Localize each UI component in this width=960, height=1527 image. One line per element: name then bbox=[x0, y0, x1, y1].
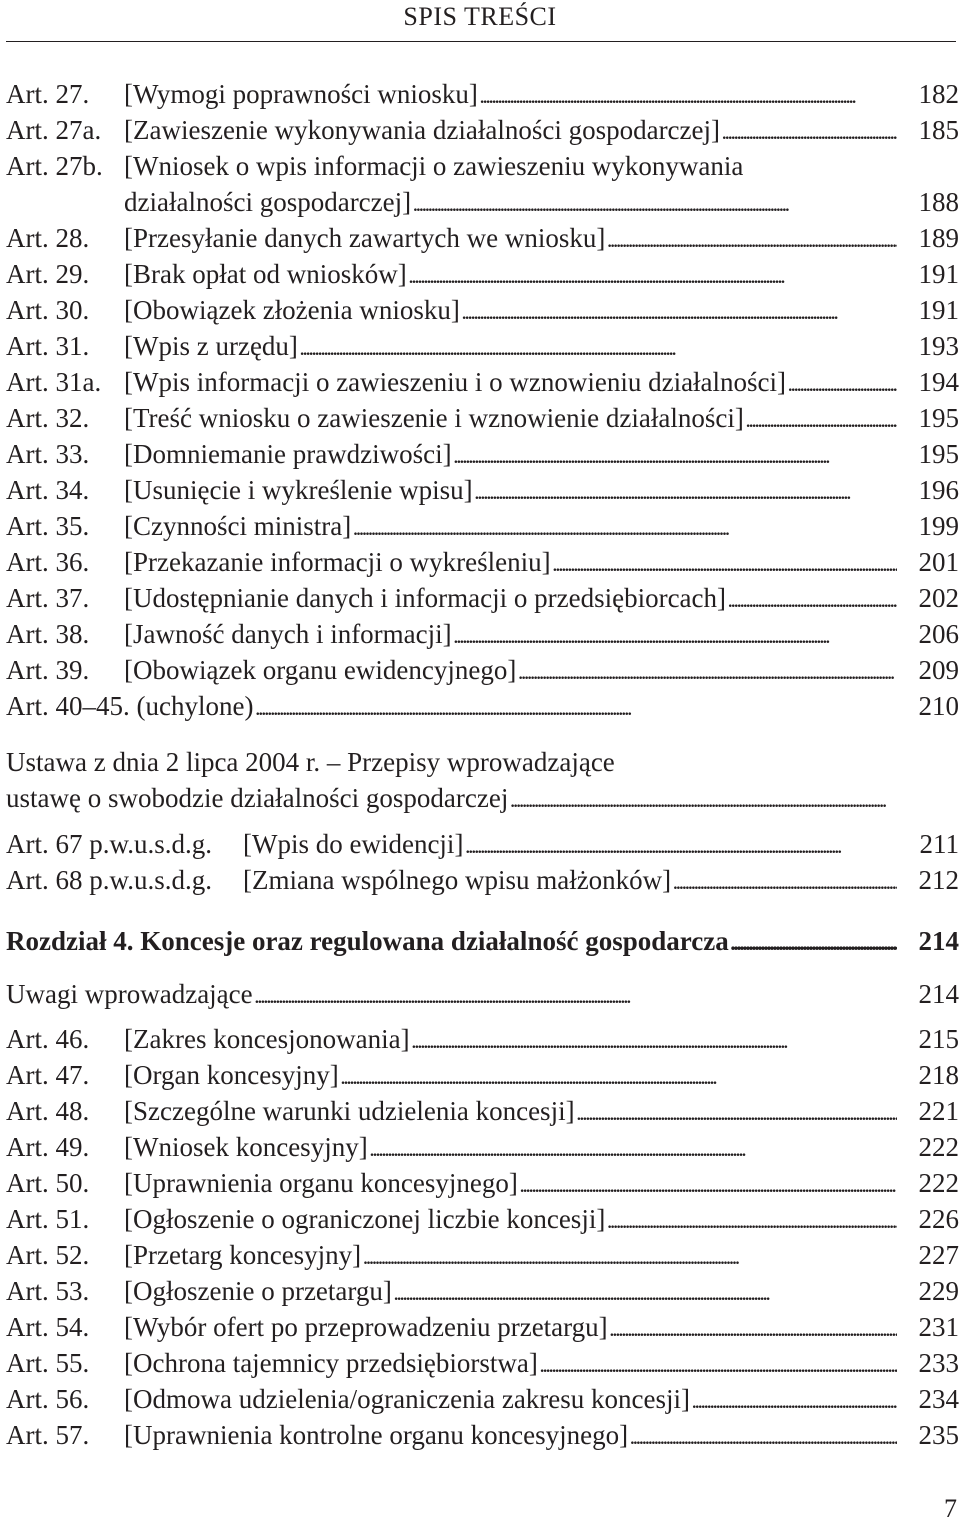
toc-row bbox=[6, 1093, 959, 1129]
toc-row bbox=[6, 544, 959, 580]
toc-page-number: 193 bbox=[918, 331, 959, 361]
toc-article-number: Art. 52. bbox=[6, 1240, 90, 1270]
toc-entry-title: [Czynności ministra] . . . bbox=[124, 508, 897, 546]
toc-row bbox=[6, 1273, 959, 1309]
toc-entry-title: [Przesyłanie danych zawartych we wniosku] . . . bbox=[124, 220, 897, 258]
toc-article-number: Art. 38. bbox=[6, 619, 90, 649]
toc-entry-title: [Zmiana wspólnego wpisu małżonków] . . . bbox=[243, 862, 897, 900]
toc-page-number: 201 bbox=[918, 547, 959, 577]
toc-entry-title: [Odmowa udzielenia/ograniczenia zakresu koncesji] . . . bbox=[124, 1381, 897, 1419]
toc-entry-title: [Wniosek o wpis informacji o zawieszeniu wykonywania bbox=[124, 151, 744, 181]
toc-page-number: 209 bbox=[918, 655, 959, 685]
toc-row bbox=[6, 220, 959, 256]
toc-entry-title: Ustawa z dnia 2 lipca 2004 r. – Przepisy wprowadzające bbox=[6, 747, 615, 777]
toc-article-number: Art. 50. bbox=[6, 1168, 90, 1198]
toc-page-number: 182 bbox=[918, 79, 959, 109]
toc-row bbox=[6, 1417, 959, 1453]
toc-article-number: Art. 55. bbox=[6, 1348, 90, 1378]
toc-page-number: 221 bbox=[918, 1096, 959, 1126]
toc-page-number: 222 bbox=[918, 1168, 959, 1198]
toc-entry-title: [Uprawnienia organu koncesyjnego] . . . bbox=[124, 1165, 897, 1203]
toc-row bbox=[6, 1129, 959, 1165]
toc-page-number: 229 bbox=[918, 1276, 959, 1306]
toc-entry-title: ustawę o swobodzie działalności gospodarczej . . . bbox=[6, 780, 897, 818]
toc-row bbox=[6, 652, 959, 688]
toc-article-number: Art. 68 p.w.u.s.d.g. bbox=[6, 865, 212, 895]
toc-row bbox=[6, 112, 959, 148]
toc-row bbox=[6, 508, 959, 544]
toc-entry-title: [Wpis z urzędu] . . . bbox=[124, 328, 897, 366]
toc-page-number: 189 bbox=[918, 223, 959, 253]
toc-page-number: 188 bbox=[918, 187, 959, 217]
toc-row bbox=[6, 364, 959, 400]
toc-article-number: Art. 53. bbox=[6, 1276, 90, 1306]
toc-entry-title: Rozdział 4. Koncesje oraz regulowana działalność gospodarcza . . . bbox=[6, 923, 897, 961]
toc-article-number: Art. 31. bbox=[6, 331, 90, 361]
toc-article-number: Art. 46. bbox=[6, 1024, 90, 1054]
toc-article-number: Art. 39. bbox=[6, 655, 90, 685]
toc-article-number: Art. 35. bbox=[6, 511, 90, 541]
toc-page-number: 206 bbox=[918, 619, 959, 649]
toc-entry-title: [Zawieszenie wykonywania działalności gospodarczej] . . . bbox=[124, 112, 897, 150]
toc-entry-title: Uwagi wprowadzające . . . bbox=[6, 976, 897, 1014]
toc-entry-title: [Szczególne warunki udzielenia koncesji] . . . bbox=[124, 1093, 897, 1131]
toc-page-number: 191 bbox=[918, 259, 959, 289]
toc-article-number: Art. 56. bbox=[6, 1384, 90, 1414]
page-number: 7 bbox=[944, 1494, 957, 1523]
toc-article-number: Art. 27a. bbox=[6, 115, 102, 145]
toc-article-number: Art. 51. bbox=[6, 1204, 90, 1234]
toc-page-number: 222 bbox=[918, 1132, 959, 1162]
toc-row bbox=[6, 148, 959, 184]
toc-page-number: 194 bbox=[918, 367, 959, 397]
toc-entry-title: [Domniemanie prawdziwości] . . . bbox=[124, 436, 897, 474]
toc-entry-title: [Wpis informacji o zawieszeniu i o wznowieniu działalności] . . . bbox=[124, 364, 897, 402]
toc-page-number: 214 bbox=[918, 979, 959, 1009]
toc-page-number: 185 bbox=[918, 115, 959, 145]
toc-entry-title: [Usunięcie i wykreślenie wpisu] . . . bbox=[124, 472, 897, 510]
toc-article-number: Art. 28. bbox=[6, 223, 90, 253]
toc-page-number: 226 bbox=[918, 1204, 959, 1234]
toc-page-number: 191 bbox=[918, 295, 959, 325]
toc-section-heading bbox=[6, 780, 959, 816]
toc-entry-title: [Treść wniosku o zawieszenie i wznowienie działalności] . . . bbox=[124, 400, 897, 438]
toc-row bbox=[6, 1237, 959, 1273]
toc-entry-title: [Obowiązek złożenia wniosku] . . . bbox=[124, 292, 897, 330]
toc-article-number: Art. 67 p.w.u.s.d.g. bbox=[6, 829, 212, 859]
toc-page-number: 215 bbox=[918, 1024, 959, 1054]
toc-entry-title: [Jawność danych i informacji] . . . bbox=[124, 616, 897, 654]
toc-entry-title: [Obowiązek organu ewidencyjnego] . . . bbox=[124, 652, 897, 690]
toc-entry-title: [Zakres koncesjonowania] . . . bbox=[124, 1021, 897, 1059]
toc-entry-title: [Organ koncesyjny] . . . bbox=[124, 1057, 897, 1095]
toc-entry-title: [Udostępnianie danych i informacji o przedsiębiorcach] . . . bbox=[124, 580, 897, 618]
toc-article-number: Art. 27b. bbox=[6, 151, 103, 181]
toc-page-number: 218 bbox=[918, 1060, 959, 1090]
toc-row bbox=[6, 1057, 959, 1093]
toc-row bbox=[6, 1165, 959, 1201]
toc-entry-title: [Wniosek koncesyjny] . . . bbox=[124, 1129, 897, 1167]
toc-row bbox=[6, 328, 959, 364]
toc-page-number: 195 bbox=[918, 403, 959, 433]
toc-row bbox=[6, 1345, 959, 1381]
toc-row bbox=[6, 826, 959, 862]
toc-row bbox=[6, 1021, 959, 1057]
toc-row bbox=[6, 292, 959, 328]
toc-page-number: 202 bbox=[918, 583, 959, 613]
toc-article-number: Art. 36. bbox=[6, 547, 90, 577]
toc-article-number: Art. 31a. bbox=[6, 367, 102, 397]
toc-page-number: 195 bbox=[918, 439, 959, 469]
toc-article-number: Art. 27. bbox=[6, 79, 90, 109]
toc-intro-notes bbox=[6, 976, 959, 1012]
toc-row bbox=[6, 472, 959, 508]
toc-article-number: Art. 32. bbox=[6, 403, 90, 433]
toc-entry-title: [Brak opłat od wniosków] . . . bbox=[124, 256, 897, 294]
toc-article-number: Art. 37. bbox=[6, 583, 90, 613]
toc-article-number: Art. 29. bbox=[6, 259, 90, 289]
toc-row bbox=[6, 256, 959, 292]
running-header: SPIS TREŚCI bbox=[403, 2, 557, 31]
toc-page-number: 210 bbox=[918, 691, 959, 721]
toc-page-number: 212 bbox=[918, 865, 959, 895]
toc-page-number: 234 bbox=[918, 1384, 959, 1414]
toc-page-number: 211 bbox=[919, 829, 959, 859]
toc-article-number: Art. 33. bbox=[6, 439, 90, 469]
toc-article-number: Art. 47. bbox=[6, 1060, 90, 1090]
toc-row bbox=[6, 1381, 959, 1417]
toc-article-number: Art. 48. bbox=[6, 1096, 90, 1126]
toc-entry-title: [Wymogi poprawności wniosku] . . . bbox=[124, 76, 897, 114]
toc-entry-title: [Wybór ofert po przeprowadzeniu przetargu] . . . bbox=[124, 1309, 897, 1347]
toc-row bbox=[6, 688, 959, 724]
toc-section-heading bbox=[6, 744, 959, 780]
toc-article-number: Art. 57. bbox=[6, 1420, 90, 1450]
toc-row bbox=[6, 400, 959, 436]
toc-entry-title: [Ochrona tajemnicy przedsiębiorstwa] . . . bbox=[124, 1345, 897, 1383]
toc-entry-title: [Wpis do ewidencji] . . . bbox=[243, 826, 897, 864]
toc-page-number: 235 bbox=[918, 1420, 959, 1450]
toc-article-number: Art. 49. bbox=[6, 1132, 90, 1162]
toc-page-number: 227 bbox=[918, 1240, 959, 1270]
toc-entry-title: [Przetarg koncesyjny] . . . bbox=[124, 1237, 897, 1275]
header-rule bbox=[6, 41, 956, 42]
toc-entry-title: [Ogłoszenie o przetargu] . . . bbox=[124, 1273, 897, 1311]
toc-page-number: 231 bbox=[918, 1312, 959, 1342]
toc-row bbox=[6, 76, 959, 112]
toc-article-number: Art. 34. bbox=[6, 475, 90, 505]
toc-entry-title: [Przekazanie informacji o wykreśleniu] . . . bbox=[124, 544, 897, 582]
toc-row bbox=[6, 436, 959, 472]
chapter-heading bbox=[6, 923, 959, 959]
toc-page-number: 196 bbox=[918, 475, 959, 505]
toc-row bbox=[6, 1309, 959, 1345]
toc-entry-title: [Ogłoszenie o ograniczonej liczbie koncesji] . . . bbox=[124, 1201, 897, 1239]
toc-page-number: 214 bbox=[918, 926, 959, 956]
toc-article-number: Art. 54. bbox=[6, 1312, 90, 1342]
toc-row bbox=[6, 580, 959, 616]
toc-entry-title: Art. 40–45. (uchylone) . . . bbox=[6, 688, 897, 726]
toc-entry-title: działalności gospodarczej] . . . bbox=[124, 184, 897, 222]
toc-row bbox=[6, 862, 959, 898]
toc-entry-title: [Uprawnienia kontrolne organu koncesyjnego] . . . bbox=[124, 1417, 897, 1455]
toc-page-number: 233 bbox=[918, 1348, 959, 1378]
toc-article-number: Art. 30. bbox=[6, 295, 90, 325]
toc-row bbox=[6, 184, 959, 220]
toc-page-number: 199 bbox=[918, 511, 959, 541]
toc-row bbox=[6, 1201, 959, 1237]
toc-row bbox=[6, 616, 959, 652]
